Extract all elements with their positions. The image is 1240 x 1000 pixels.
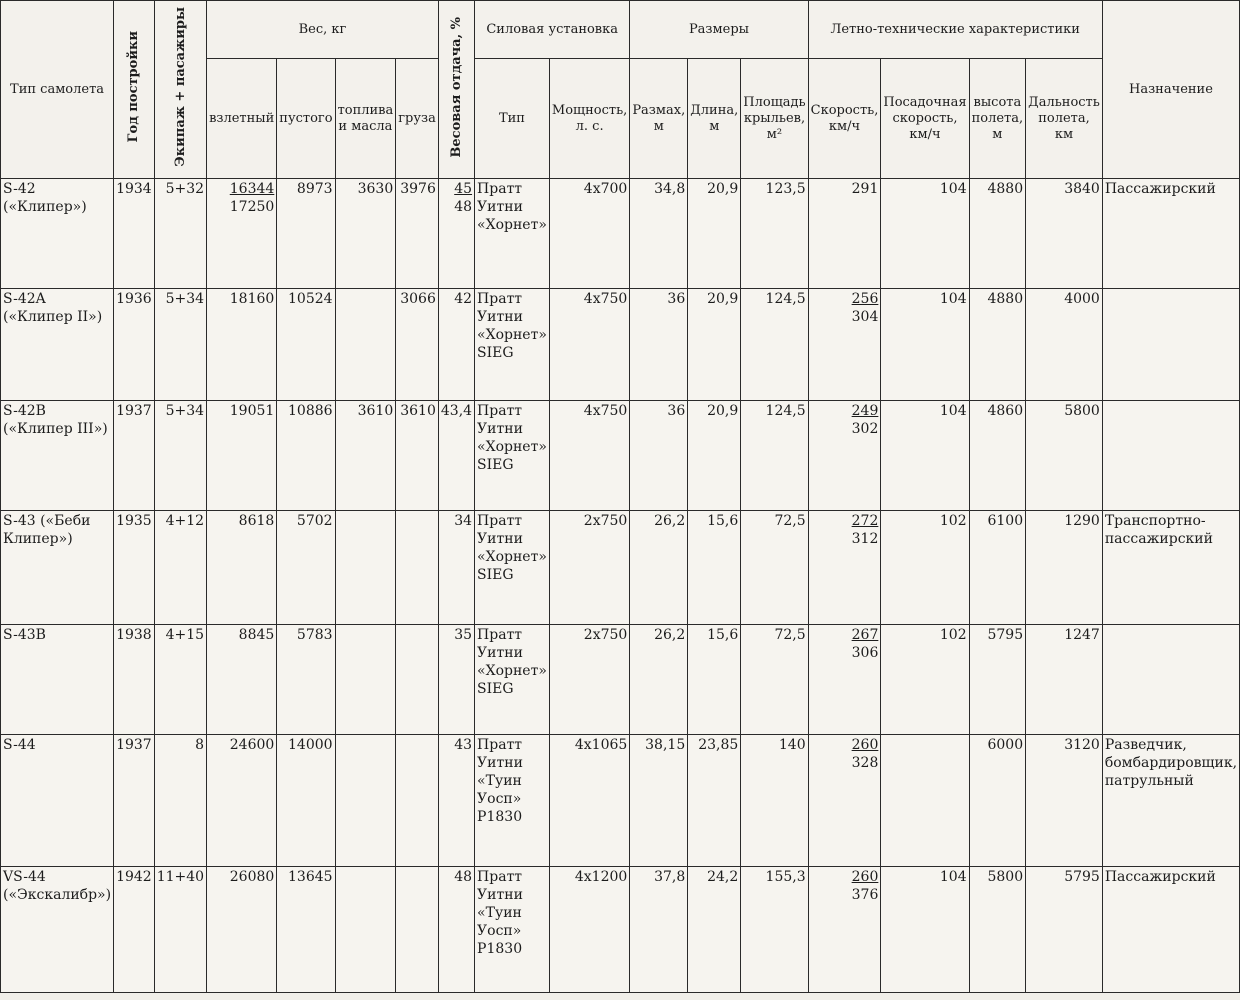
- length-cell: 15,6: [688, 511, 741, 625]
- landing-cell: 104: [881, 179, 969, 289]
- purpose-cell: Пассажирский: [1102, 179, 1239, 289]
- span-cell: 26,2: [630, 511, 688, 625]
- header-year: Год постройки: [114, 1, 155, 179]
- range-cell: 5795: [1026, 867, 1103, 993]
- takeoff-main: 8618: [238, 513, 275, 529]
- speed-alt: 306: [851, 645, 879, 661]
- header-power: Мощность, л. с.: [549, 59, 629, 179]
- crew-cell: 8: [154, 735, 206, 867]
- payload-main: 42: [454, 291, 473, 307]
- range-cell: 3120: [1026, 735, 1103, 867]
- speed-cell: [808, 179, 881, 289]
- payload-main: 35: [454, 627, 473, 643]
- landing-cell: 104: [881, 401, 969, 511]
- length-cell: 20,9: [688, 401, 741, 511]
- table-row: [1, 289, 1240, 401]
- aircraft-name: S-44: [1, 735, 114, 867]
- aircraft-name: VS-44 («Экскалибр»): [1, 867, 114, 993]
- header-power-group: Силовая установка: [475, 1, 630, 59]
- engine-cell: Пратт Уитни «Хорнет»: [475, 179, 550, 289]
- takeoff-alt: 17250: [229, 199, 275, 215]
- takeoff-cell: [207, 289, 277, 401]
- takeoff-cell: [207, 625, 277, 735]
- header-engine-type: Тип: [475, 59, 550, 179]
- header-fuel: топлива и масла: [335, 59, 396, 179]
- landing-cell: 104: [881, 867, 969, 993]
- span-cell: 38,15: [630, 735, 688, 867]
- table-row: [1, 179, 1240, 289]
- payload-cell: [438, 625, 474, 735]
- power-cell: 4x750: [549, 401, 629, 511]
- landing-cell: 102: [881, 511, 969, 625]
- engine-cell: Пратт Уитни «Хорнет» SIEG: [475, 401, 550, 511]
- power-cell: 4x1200: [549, 867, 629, 993]
- power-cell: 2x750: [549, 511, 629, 625]
- ceiling-cell: 4880: [969, 289, 1026, 401]
- speed-cell: [808, 867, 881, 993]
- speed-cell: [808, 289, 881, 401]
- cargo-cell: [396, 735, 439, 867]
- header-wing-area: Площадь крыльев, м²: [741, 59, 808, 179]
- header-takeoff: взлетный: [207, 59, 277, 179]
- aircraft-name: S-42A («Клипер II»): [1, 289, 114, 401]
- length-cell: 24,2: [688, 867, 741, 993]
- year-cell: 1942: [114, 867, 155, 993]
- empty-cell: 8973: [277, 179, 335, 289]
- takeoff-cell: [207, 179, 277, 289]
- purpose-cell: [1102, 401, 1239, 511]
- wing-area-cell: 72,5: [741, 625, 808, 735]
- power-cell: 2x750: [549, 625, 629, 735]
- payload-cell: [438, 179, 474, 289]
- wing-area-cell: 123,5: [741, 179, 808, 289]
- year-cell: 1938: [114, 625, 155, 735]
- speed-main: 260: [851, 869, 879, 885]
- speed-cell: [808, 511, 881, 625]
- header-speed: Скорость, км/ч: [808, 59, 881, 179]
- empty-cell: 10886: [277, 401, 335, 511]
- year-cell: 1935: [114, 511, 155, 625]
- takeoff-main: 19051: [229, 403, 275, 419]
- wing-area-cell: 155,3: [741, 867, 808, 993]
- speed-main: 249: [851, 403, 879, 419]
- wing-area-cell: 124,5: [741, 401, 808, 511]
- engine-cell: Пратт Уитни «Хорнет» SIEG: [475, 511, 550, 625]
- header-range: Дальность полета, км: [1026, 59, 1103, 179]
- ceiling-cell: 4880: [969, 179, 1026, 289]
- landing-cell: 104: [881, 289, 969, 401]
- engine-cell: Пратт Уитни «Туин Уосп» P1830: [475, 735, 550, 867]
- empty-cell: 5783: [277, 625, 335, 735]
- payload-main: 34: [454, 513, 473, 529]
- wing-area-cell: 124,5: [741, 289, 808, 401]
- speed-main: 256: [851, 291, 879, 307]
- landing-cell: 102: [881, 625, 969, 735]
- payload-main: 48: [454, 869, 473, 885]
- payload-cell: [438, 867, 474, 993]
- length-cell: 23,85: [688, 735, 741, 867]
- takeoff-main: 24600: [229, 737, 275, 753]
- crew-cell: 4+15: [154, 625, 206, 735]
- payload-main: 45: [454, 181, 473, 197]
- cargo-cell: 3976: [396, 179, 439, 289]
- wing-area-cell: 72,5: [741, 511, 808, 625]
- fuel-cell: [335, 867, 396, 993]
- cargo-cell: [396, 625, 439, 735]
- speed-cell: [808, 735, 881, 867]
- range-cell: 3840: [1026, 179, 1103, 289]
- power-cell: 4x750: [549, 289, 629, 401]
- length-cell: 15,6: [688, 625, 741, 735]
- year-cell: 1937: [114, 401, 155, 511]
- fuel-cell: [335, 511, 396, 625]
- purpose-cell: [1102, 289, 1239, 401]
- aircraft-name: S-42 («Клипер»): [1, 179, 114, 289]
- purpose-cell: Разведчик, бомбардировщик, патрульный: [1102, 735, 1239, 867]
- crew-cell: 5+34: [154, 289, 206, 401]
- range-cell: 4000: [1026, 289, 1103, 401]
- purpose-cell: [1102, 625, 1239, 735]
- year-cell: 1936: [114, 289, 155, 401]
- range-cell: 5800: [1026, 401, 1103, 511]
- payload-cell: [438, 511, 474, 625]
- header-length: Длина, м: [688, 59, 741, 179]
- table-row: [1, 511, 1240, 625]
- header-perf-group: Летно-технические характеристики: [808, 1, 1102, 59]
- header-landing: Посадочная скорость, км/ч: [881, 59, 969, 179]
- speed-alt: 304: [851, 309, 879, 325]
- purpose-cell: Транспортно-пассажирский: [1102, 511, 1239, 625]
- header-payload: Весовая отдача, %: [438, 1, 474, 179]
- header-crew: Экипаж + пасажиры: [154, 1, 206, 179]
- payload-main: 43: [454, 737, 473, 753]
- takeoff-main: 18160: [229, 291, 275, 307]
- fuel-cell: [335, 289, 396, 401]
- span-cell: 34,8: [630, 179, 688, 289]
- year-cell: 1934: [114, 179, 155, 289]
- header-type: Тип самолета: [1, 1, 114, 179]
- span-cell: 36: [630, 401, 688, 511]
- takeoff-main: 8845: [238, 627, 275, 643]
- engine-cell: Пратт Уитни «Туин Уосп» P1830: [475, 867, 550, 993]
- table-row: [1, 401, 1240, 511]
- range-cell: 1247: [1026, 625, 1103, 735]
- speed-main: 291: [851, 181, 879, 197]
- wing-area-cell: 140: [741, 735, 808, 867]
- engine-cell: Пратт Уитни «Хорнет» SIEG: [475, 625, 550, 735]
- takeoff-main: 26080: [229, 869, 275, 885]
- ceiling-cell: 4860: [969, 401, 1026, 511]
- crew-cell: 11+40: [154, 867, 206, 993]
- ceiling-cell: 5795: [969, 625, 1026, 735]
- speed-alt: 328: [851, 755, 879, 771]
- header-weight-group: Вес, кг: [207, 1, 439, 59]
- span-cell: 36: [630, 289, 688, 401]
- speed-alt: 302: [851, 421, 879, 437]
- table-row: [1, 735, 1240, 867]
- table-row: [1, 625, 1240, 735]
- speed-main: 267: [851, 627, 879, 643]
- payload-main: 43,4: [440, 403, 473, 419]
- length-cell: 20,9: [688, 289, 741, 401]
- fuel-cell: [335, 625, 396, 735]
- crew-cell: 5+34: [154, 401, 206, 511]
- payload-cell: [438, 401, 474, 511]
- power-cell: 4x1065: [549, 735, 629, 867]
- speed-alt: 376: [851, 887, 879, 903]
- takeoff-cell: [207, 401, 277, 511]
- header-cargo: груза: [396, 59, 439, 179]
- fuel-cell: 3630: [335, 179, 396, 289]
- speed-cell: [808, 401, 881, 511]
- speed-cell: [808, 625, 881, 735]
- ceiling-cell: 6000: [969, 735, 1026, 867]
- aircraft-name: S-42B («Клипер III»): [1, 401, 114, 511]
- empty-cell: 14000: [277, 735, 335, 867]
- cargo-cell: [396, 867, 439, 993]
- range-cell: 1290: [1026, 511, 1103, 625]
- cargo-cell: 3066: [396, 289, 439, 401]
- payload-alt: 48: [454, 199, 473, 215]
- span-cell: 37,8: [630, 867, 688, 993]
- crew-cell: 5+32: [154, 179, 206, 289]
- speed-main: 272: [851, 513, 879, 529]
- table-row: [1, 867, 1240, 993]
- purpose-cell: Пассажирский: [1102, 867, 1239, 993]
- year-cell: 1937: [114, 735, 155, 867]
- payload-cell: [438, 289, 474, 401]
- power-cell: 4x700: [549, 179, 629, 289]
- cargo-cell: 3610: [396, 401, 439, 511]
- empty-cell: 13645: [277, 867, 335, 993]
- length-cell: 20,9: [688, 179, 741, 289]
- fuel-cell: [335, 735, 396, 867]
- aircraft-name: S-43B: [1, 625, 114, 735]
- takeoff-main: 16344: [229, 181, 275, 197]
- takeoff-cell: [207, 867, 277, 993]
- header-ceiling: высота полета, м: [969, 59, 1026, 179]
- header-size-group: Размеры: [630, 1, 808, 59]
- crew-cell: 4+12: [154, 511, 206, 625]
- aircraft-name: S-43 («Беби Клипер»): [1, 511, 114, 625]
- header-span: Размах, м: [630, 59, 688, 179]
- ceiling-cell: 5800: [969, 867, 1026, 993]
- span-cell: 26,2: [630, 625, 688, 735]
- takeoff-cell: [207, 735, 277, 867]
- empty-cell: 10524: [277, 289, 335, 401]
- speed-main: 260: [851, 737, 879, 753]
- cargo-cell: [396, 511, 439, 625]
- engine-cell: Пратт Уитни «Хорнет» SIEG: [475, 289, 550, 401]
- takeoff-cell: [207, 511, 277, 625]
- empty-cell: 5702: [277, 511, 335, 625]
- ceiling-cell: 6100: [969, 511, 1026, 625]
- table-body: [1, 179, 1240, 993]
- fuel-cell: 3610: [335, 401, 396, 511]
- speed-alt: 312: [851, 531, 879, 547]
- header-purpose: Назначение: [1102, 1, 1239, 179]
- header-empty: пустого: [277, 59, 335, 179]
- landing-cell: [881, 735, 969, 867]
- payload-cell: [438, 735, 474, 867]
